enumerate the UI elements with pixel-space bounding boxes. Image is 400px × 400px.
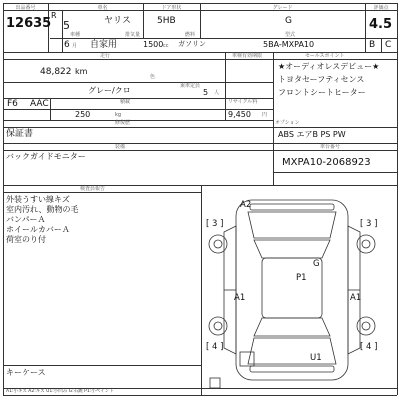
warranty: 保証書 <box>6 129 34 139</box>
score-label: 評価点 <box>373 5 389 11</box>
displacement-unit: cc <box>163 43 169 49</box>
history-label: 修復歴 <box>115 120 131 126</box>
tire-fr-bracket: [ 3 ] <box>360 219 378 229</box>
footer-legend: A1:小キズ A2:キズ U1:小凹み G:石跳 P1:小ペイント <box>6 389 114 394</box>
seats-unit: 人 <box>214 90 220 96</box>
mark-a2: A2 <box>240 200 252 210</box>
month: 6 <box>64 40 70 50</box>
selling-point-1: ★オーディオレスデビュー★ <box>278 62 380 71</box>
bumper-rear <box>250 366 334 372</box>
vin: MXPA10-2068923 <box>282 157 371 168</box>
selling-point-3: フロントシートヒーター <box>278 88 366 97</box>
month-unit: 月 <box>72 43 78 49</box>
load-unit: kg <box>115 112 122 118</box>
note-3: バンパーＡ <box>6 215 46 224</box>
interior-score: B <box>369 40 376 50</box>
load: 250 <box>75 110 91 119</box>
note-1: 外装うすい線キズ <box>6 195 70 204</box>
note-4: ホイールカバーＡ <box>6 225 70 234</box>
mileage-label: 走行 <box>100 53 111 59</box>
equipment-text: バックガイドモニター <box>6 152 86 161</box>
recycle-unit: 円 <box>262 112 268 118</box>
car-windshield-rear <box>254 318 330 336</box>
mark-u1: U1 <box>310 353 322 363</box>
car-trunk <box>248 338 336 364</box>
door-label: ドア形状 <box>161 5 182 11</box>
year-prefix: R <box>51 11 57 20</box>
year: 5 <box>63 19 70 32</box>
car-windshield-front <box>254 240 330 258</box>
lot-number: 12635 <box>6 16 52 31</box>
fuel-label: 燃料 <box>185 32 196 38</box>
displacement-label: 排気量 <box>125 32 141 38</box>
mark-g: G <box>313 259 320 269</box>
grade: G <box>285 16 292 26</box>
options-line: ABS エアB PS PW <box>278 130 346 139</box>
model: 5BA-MXPA10 <box>263 40 315 49</box>
note-5: 荷室のり付 <box>6 235 46 244</box>
door-type: 5HB <box>157 16 176 26</box>
mileage: 48,822 <box>40 67 72 77</box>
tire-rl-bracket: [ 4 ] <box>206 342 224 352</box>
tire-fl-bracket: [ 3 ] <box>206 219 224 229</box>
car-hood <box>248 212 336 238</box>
lot-label: 出品番号 <box>15 5 36 11</box>
shift: F6 <box>7 99 18 109</box>
colour: グレー/クロ <box>88 86 131 95</box>
displacement: 1500 <box>143 40 164 49</box>
colour-label: 色 <box>150 74 156 80</box>
tire-rr-bracket: [ 4 ] <box>360 342 378 352</box>
note-bottom: キーケース <box>6 368 46 377</box>
use: 自家用 <box>90 40 118 50</box>
score: 4.5 <box>369 17 393 32</box>
load-label: 積載 <box>120 99 131 105</box>
bumper-front <box>250 204 334 210</box>
mark-a1-left: A1 <box>234 293 246 303</box>
selling-points-label: セールスポイント <box>305 53 345 59</box>
use-label: 車種 <box>70 32 81 38</box>
seats: 5 <box>203 88 209 97</box>
model-label: 型式 <box>285 32 296 38</box>
air-conditioner: AAC <box>30 99 49 109</box>
equipment-label: 装備 <box>115 144 126 150</box>
mileage-unit: km <box>75 67 88 76</box>
mark-a1-right: A1 <box>350 293 362 303</box>
fuel: ガソリン <box>178 40 206 48</box>
seats-label: 乗車定員 <box>180 83 201 89</box>
car-body-outline <box>236 200 348 380</box>
exterior-score: C <box>385 40 392 50</box>
spare-box <box>210 378 220 388</box>
expiry-label: 車検有効期限 <box>232 53 263 59</box>
recycle-fee: 9,450 <box>228 110 251 119</box>
mark-p1: P1 <box>296 273 307 283</box>
options-label: オプション <box>275 120 300 126</box>
grade-label: グレード <box>272 5 293 11</box>
note-2: 室内汚れ、動物の毛 <box>6 205 79 214</box>
car-name: ヤリス <box>104 16 131 26</box>
vin-label: 車台番号 <box>320 144 341 150</box>
selling-point-2: トヨタセーフティセンス <box>278 75 365 84</box>
car-name-label: 車名 <box>97 5 108 11</box>
notes-label: 検査員報告 <box>80 186 106 192</box>
recycle-label: リサイクル料 <box>228 99 258 105</box>
